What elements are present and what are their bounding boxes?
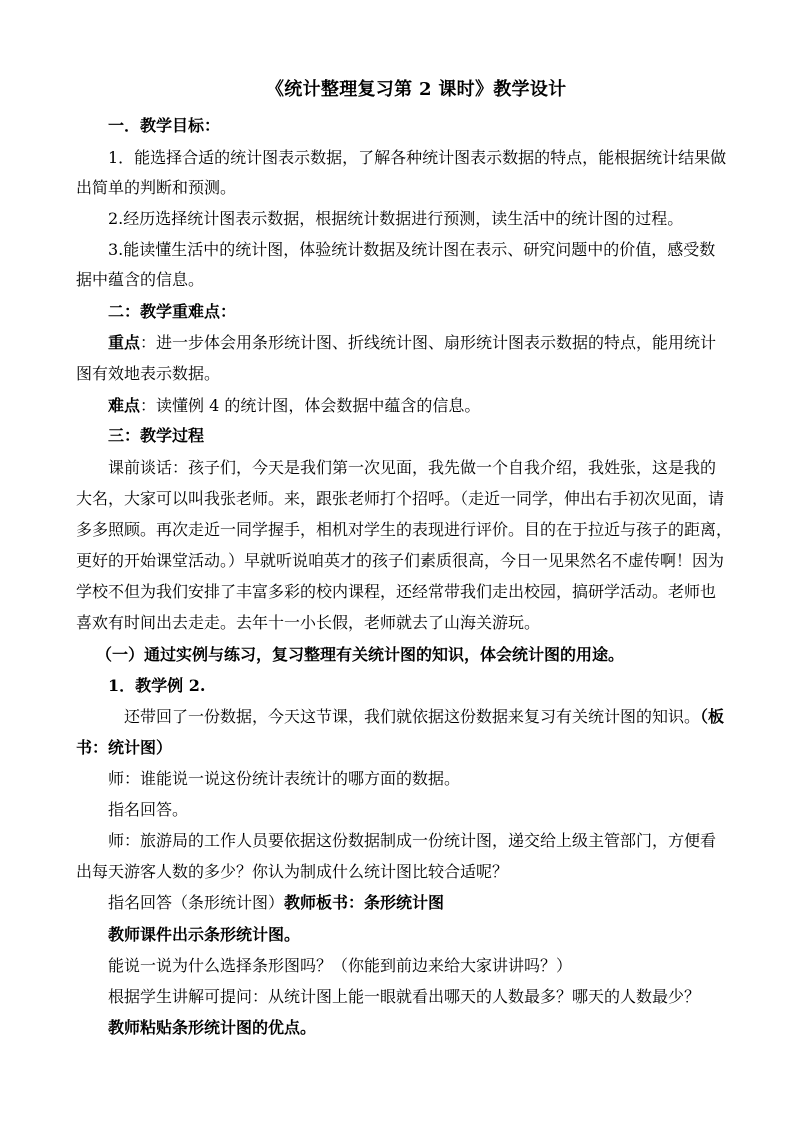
paragraph-line: 根据学生讲解可提问：从统计图上能一眼就看出哪天的人数最多？哪天的人数最少？ [108, 987, 701, 1006]
key-point-label: 重点 [108, 333, 141, 352]
difficulty-text: ：读懂例 4 的统计图，体会数据中蕴含的信息。 [140, 396, 481, 415]
example-heading: 1．教学例 2. [108, 676, 206, 695]
paragraph-line: 多多照顾。再次走近一同学握手，相机对学生的表现进行评价。目的在于拉近与孩子的距离， [76, 520, 733, 539]
board-note: 教师板书：条形统计图 [284, 893, 445, 912]
difficulty-label: 难点 [108, 396, 141, 415]
paragraph-line: 更好的开始课堂活动。）早就听说咱英才的孩子们素质很高，今日一见果然名不虚传啊！因为 [76, 551, 725, 570]
paragraph-line: 据中蕴含的信息。 [76, 270, 205, 289]
part-heading: （一）通过实例与练习，复习整理有关统计图的知识，体会统计图的用途。 [96, 645, 625, 664]
key-point-text: ：进一步体会用条形统计图、折线统计图、扇形统计图表示数据的特点，能用统计 [140, 333, 717, 352]
section-heading-process: 三：教学过程 [108, 426, 205, 445]
paragraph-line: 教师粘贴条形统计图的优点。 [108, 1018, 317, 1037]
paragraph-line [124, 707, 724, 727]
example-text: 还带回了一份数据，今天这节课，我们就依据这份数据来复习有关统计图的知识。 [124, 707, 701, 726]
paragraph-line: 3.能读懂生活中的统计图，体验统计数据及统计图在表示、研究问题中的价值，感受数 [108, 240, 716, 259]
answer-text: 指名回答（条形统计图） [108, 893, 285, 912]
paragraph-line: 2.经历选择统计图表示数据，根据统计数据进行预测，读生活中的统计图的过程。 [108, 209, 684, 228]
document-title: 《统计整理复习第 2 课时》教学设计 [266, 79, 567, 100]
paragraph-line: 书：统计图） [76, 738, 173, 757]
paragraph-line: 大名，大家可以叫我张老师。来，跟张老师打个招呼。（走近一同学，伸出右手初次见面，请 [76, 489, 725, 508]
paragraph-line: 教师课件出示条形统计图。 [108, 925, 301, 944]
paragraph-line: 图有效地表示数据。 [76, 364, 221, 383]
paragraph-line: 1．能选择合适的统计图表示数据，了解各种统计图表示数据的特点，能根据统计结果做 [108, 148, 727, 167]
paragraph-line: 出简单的判断和预测。 [76, 178, 237, 197]
paragraph-line: 指名回答。 [108, 800, 189, 819]
paragraph-line: 学校不但为我们安排了丰富多彩的校内课程，还经常带我们走出校园，搞研学活动。老师也 [76, 582, 717, 601]
key-point-line [108, 333, 716, 353]
paragraph-line: 喜欢有时间出去走走。去年十一小长假，老师就去了山海关游玩。 [76, 613, 541, 632]
example-board-note: （板 [700, 707, 725, 726]
paragraph-line: 课前谈话：孩子们，今天是我们第一次见面，我先做一个自我介绍，我姓张，这是我的 [108, 458, 717, 477]
paragraph-line: 能说一说为什么选择条形图吗？（你能到前边来给大家讲讲吗？） [108, 956, 573, 975]
difficulty-line [108, 396, 480, 416]
paragraph-line: 出每天游客人数的多少？你认为制成什么统计图比较合适呢？ [76, 862, 509, 881]
section-heading-key-points: 二：教学重难点： [108, 302, 237, 321]
paragraph-line [108, 893, 444, 913]
section-heading-goals: 一．教学目标： [108, 116, 221, 135]
paragraph-line: 师：谁能说一说这份统计表统计的哪方面的数据。 [108, 769, 461, 788]
paragraph-line: 师：旅游局的工作人员要依据这份数据制成一份统计图，递交给上级主管部门，方便看 [108, 831, 717, 850]
